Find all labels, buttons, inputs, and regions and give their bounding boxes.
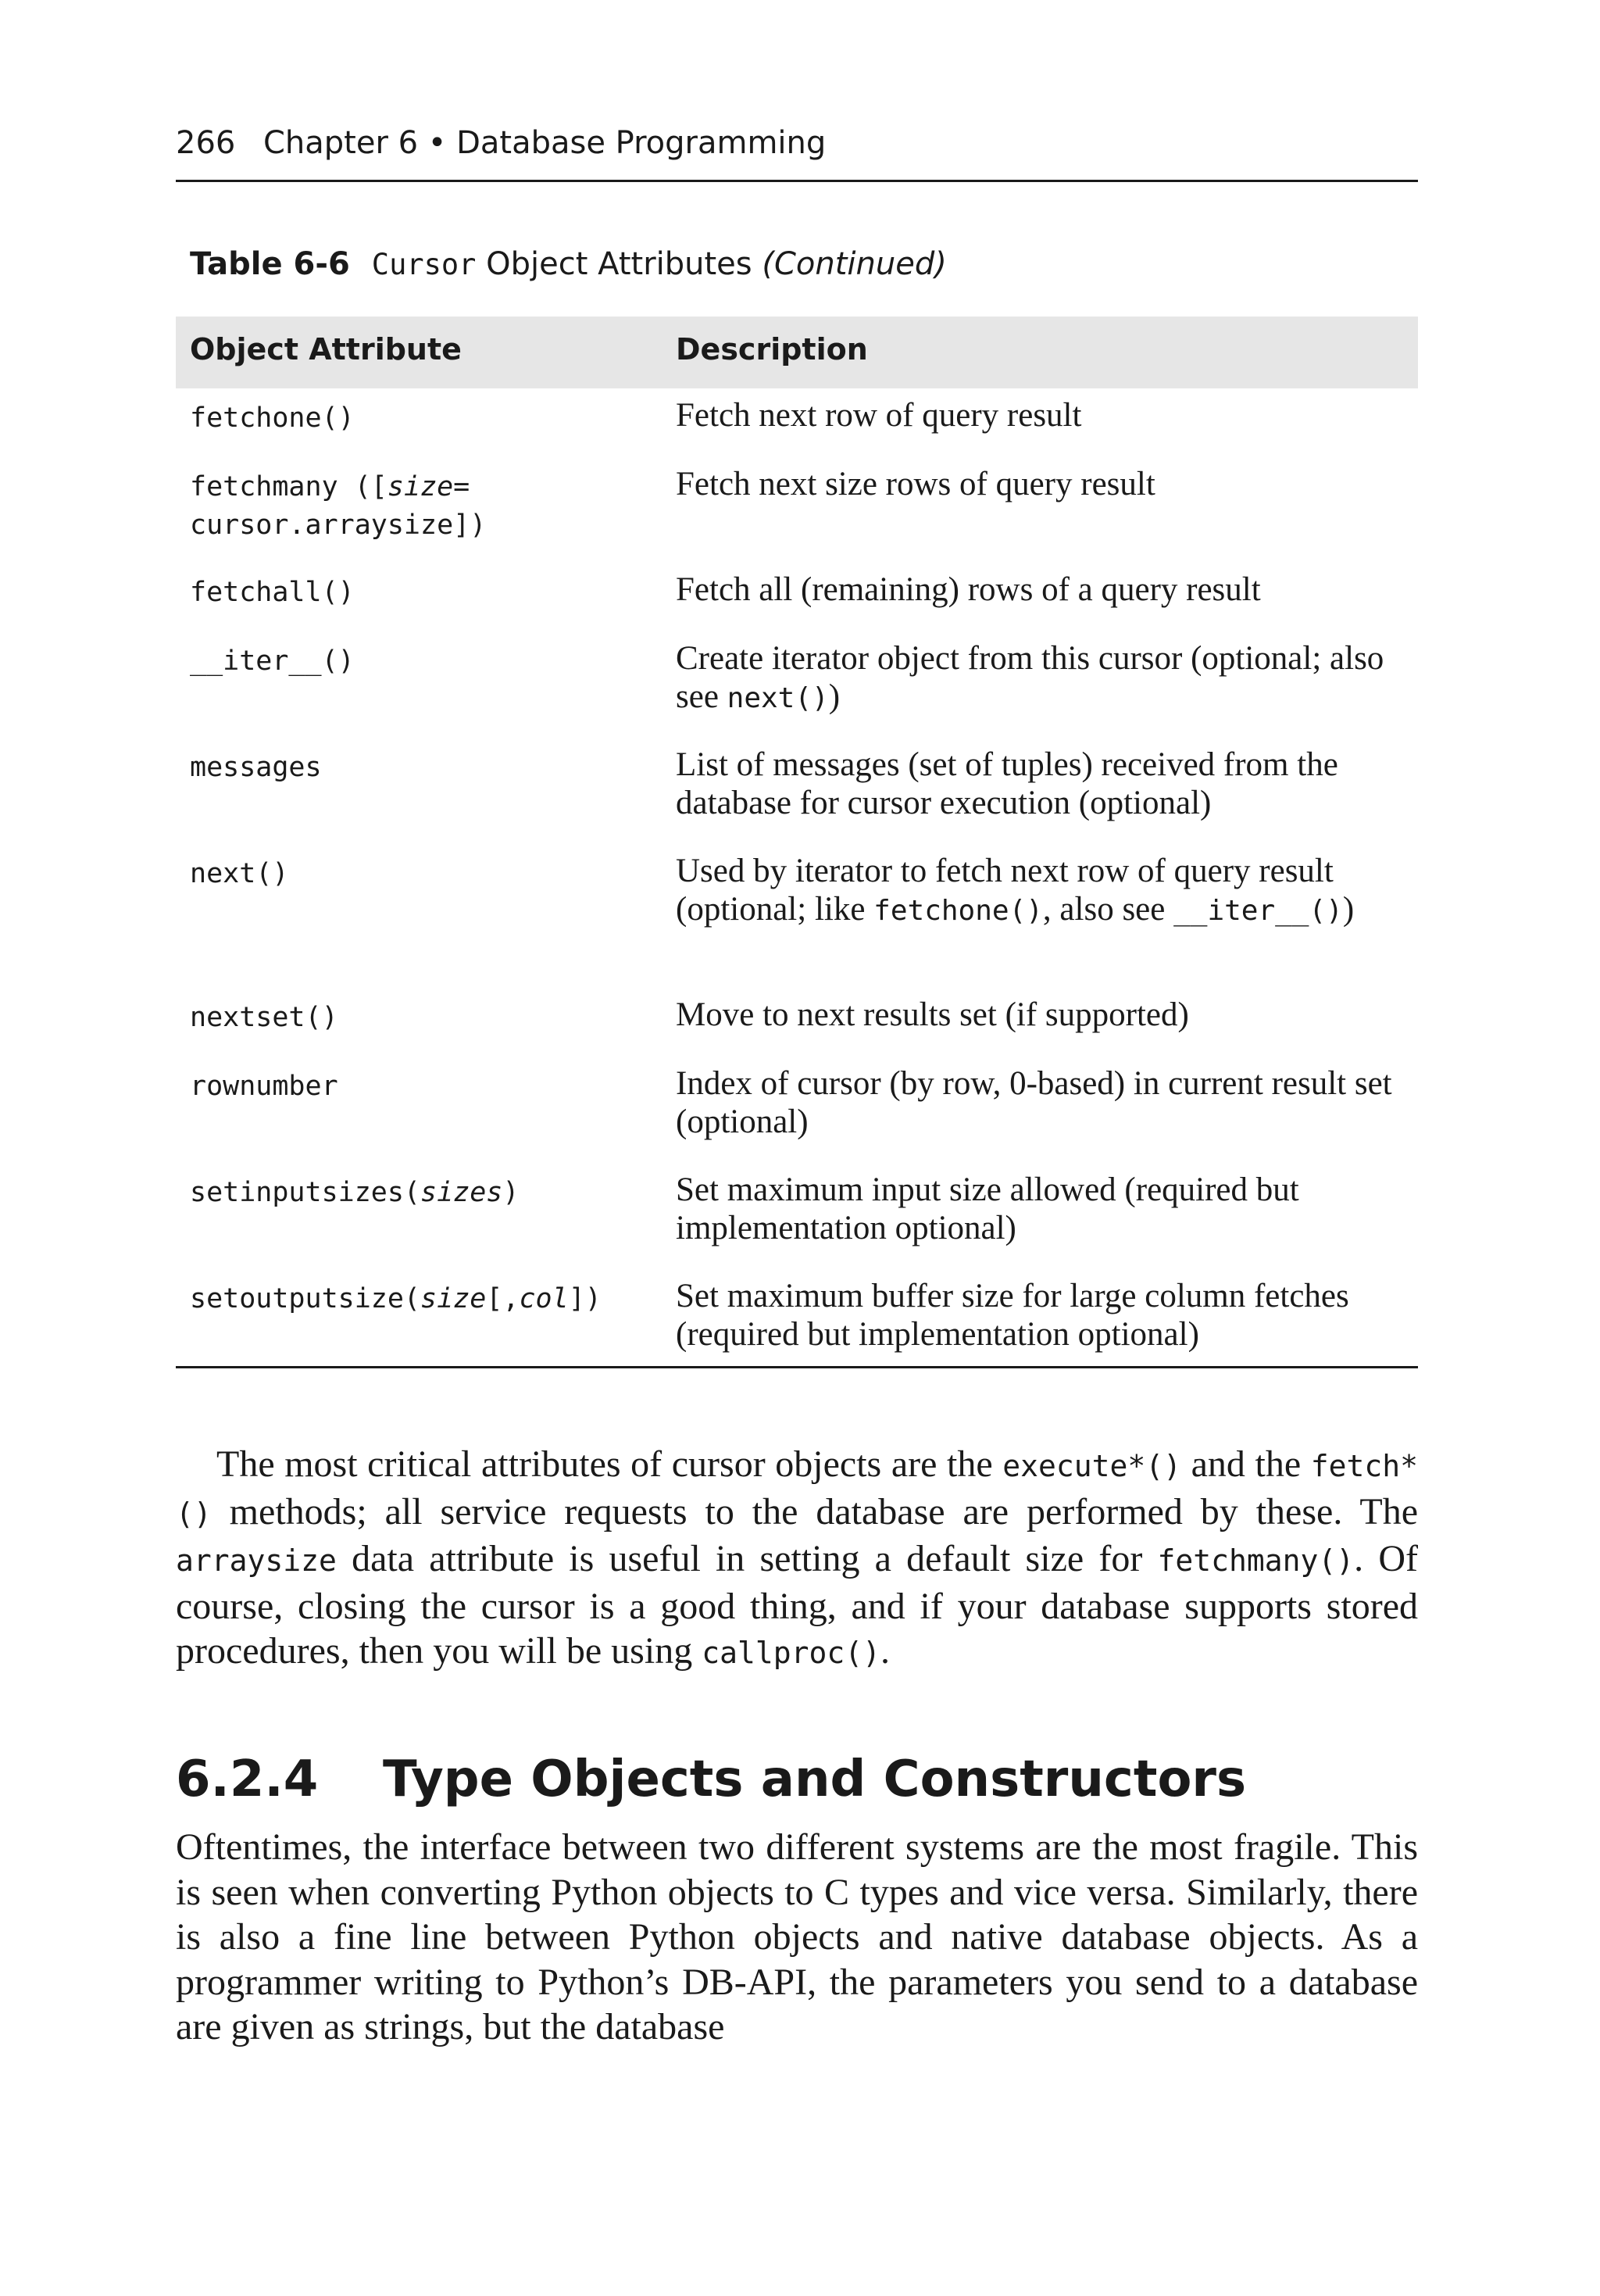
description-cell: Create iterator object from this cursor (optional; also see next()) [676,640,1384,715]
attribute-cell: setoutputsize(size[,col]) [190,1283,602,1314]
description-cell: List of messages (set of tuples) received from the database for cursor execution (optional) [676,746,1338,821]
table-row [176,563,1418,631]
table-caption [190,246,947,282]
table-label: Table 6-6 [190,246,350,282]
table-continued: (Continued) [762,246,947,282]
table-row [176,988,1418,1057]
table-bottom-rule [176,1366,1418,1368]
table-row [176,1057,1418,1163]
column-header-attribute: Object Attribute [190,332,462,367]
description-cell: Set maximum input size allowed (required but implementation optional) [676,1171,1299,1246]
chapter-title: Chapter 6 • Database Programming [263,125,827,161]
attribute-cell: __iter__() [190,646,355,677]
description-cell: Fetch next size rows of query result [676,466,1155,502]
attribute-cell: setinputsizes(sizes) [190,1177,520,1208]
running-header [176,117,1418,182]
table-title-text: Object Attributes [486,246,752,282]
section-heading [176,1751,1246,1808]
description-cell: Fetch next row of query result [676,397,1082,434]
table-row [176,1163,1418,1269]
table-header-row [176,317,1418,388]
description-cell: Set maximum buffer size for large column fetches (required but implementation optional) [676,1278,1349,1353]
table-row [176,738,1418,844]
description-cell: Move to next results set (if supported) [676,996,1189,1033]
table-row [176,457,1418,563]
description-cell: Fetch all (remaining) rows of a query result [676,571,1261,608]
section-title: Type Objects and Constructors [383,1751,1247,1808]
attribute-cell: fetchone() [190,402,355,434]
cursor-attributes-table [176,317,1418,1368]
table-row [176,844,1418,988]
table-title-code: Cursor [371,248,477,281]
description-cell: Index of cursor (by row, 0-based) in current result set (optional) [676,1065,1392,1140]
body-paragraph: The most critical attributes of cursor objects are the execute*() and the fetch*() methods; all service requests to the database are performed by these. The arraysize data attribute is useful in setting a default size for fetchmany(). Of course, closing the cursor is a good thing, and if your database supports stored procedures, then you will be using callproc(). [176,1443,1418,1672]
table-row [176,1269,1418,1366]
attribute-cell: nextset() [190,1002,338,1033]
attribute-cell: fetchall() [190,577,355,608]
table-row [176,388,1418,457]
attribute-cell: messages [190,752,322,783]
attribute-cell: rownumber [190,1071,338,1102]
column-header-description: Description [676,332,868,367]
attribute-cell: fetchmany ([size= cursor.arraysize]) [190,471,487,541]
attribute-cell: next() [190,858,289,889]
body-paragraph: Oftentimes, the interface between two different systems are the most fragile. This is seen when converting Python objects to C types and vice versa. Similarly, there is also a fine line between Python objects and native database objects. As a programmer writing to Python’s DB-API, the parameters you send to a database are given as strings, but the database [176,1826,1418,2047]
section-number: 6.2.4 [176,1751,319,1808]
description-cell: Used by iterator to fetch next row of query result (optional; like fetchone(), also see __iter__()) [676,853,1355,928]
page-number: 266 [176,125,236,161]
table-row [176,631,1418,738]
